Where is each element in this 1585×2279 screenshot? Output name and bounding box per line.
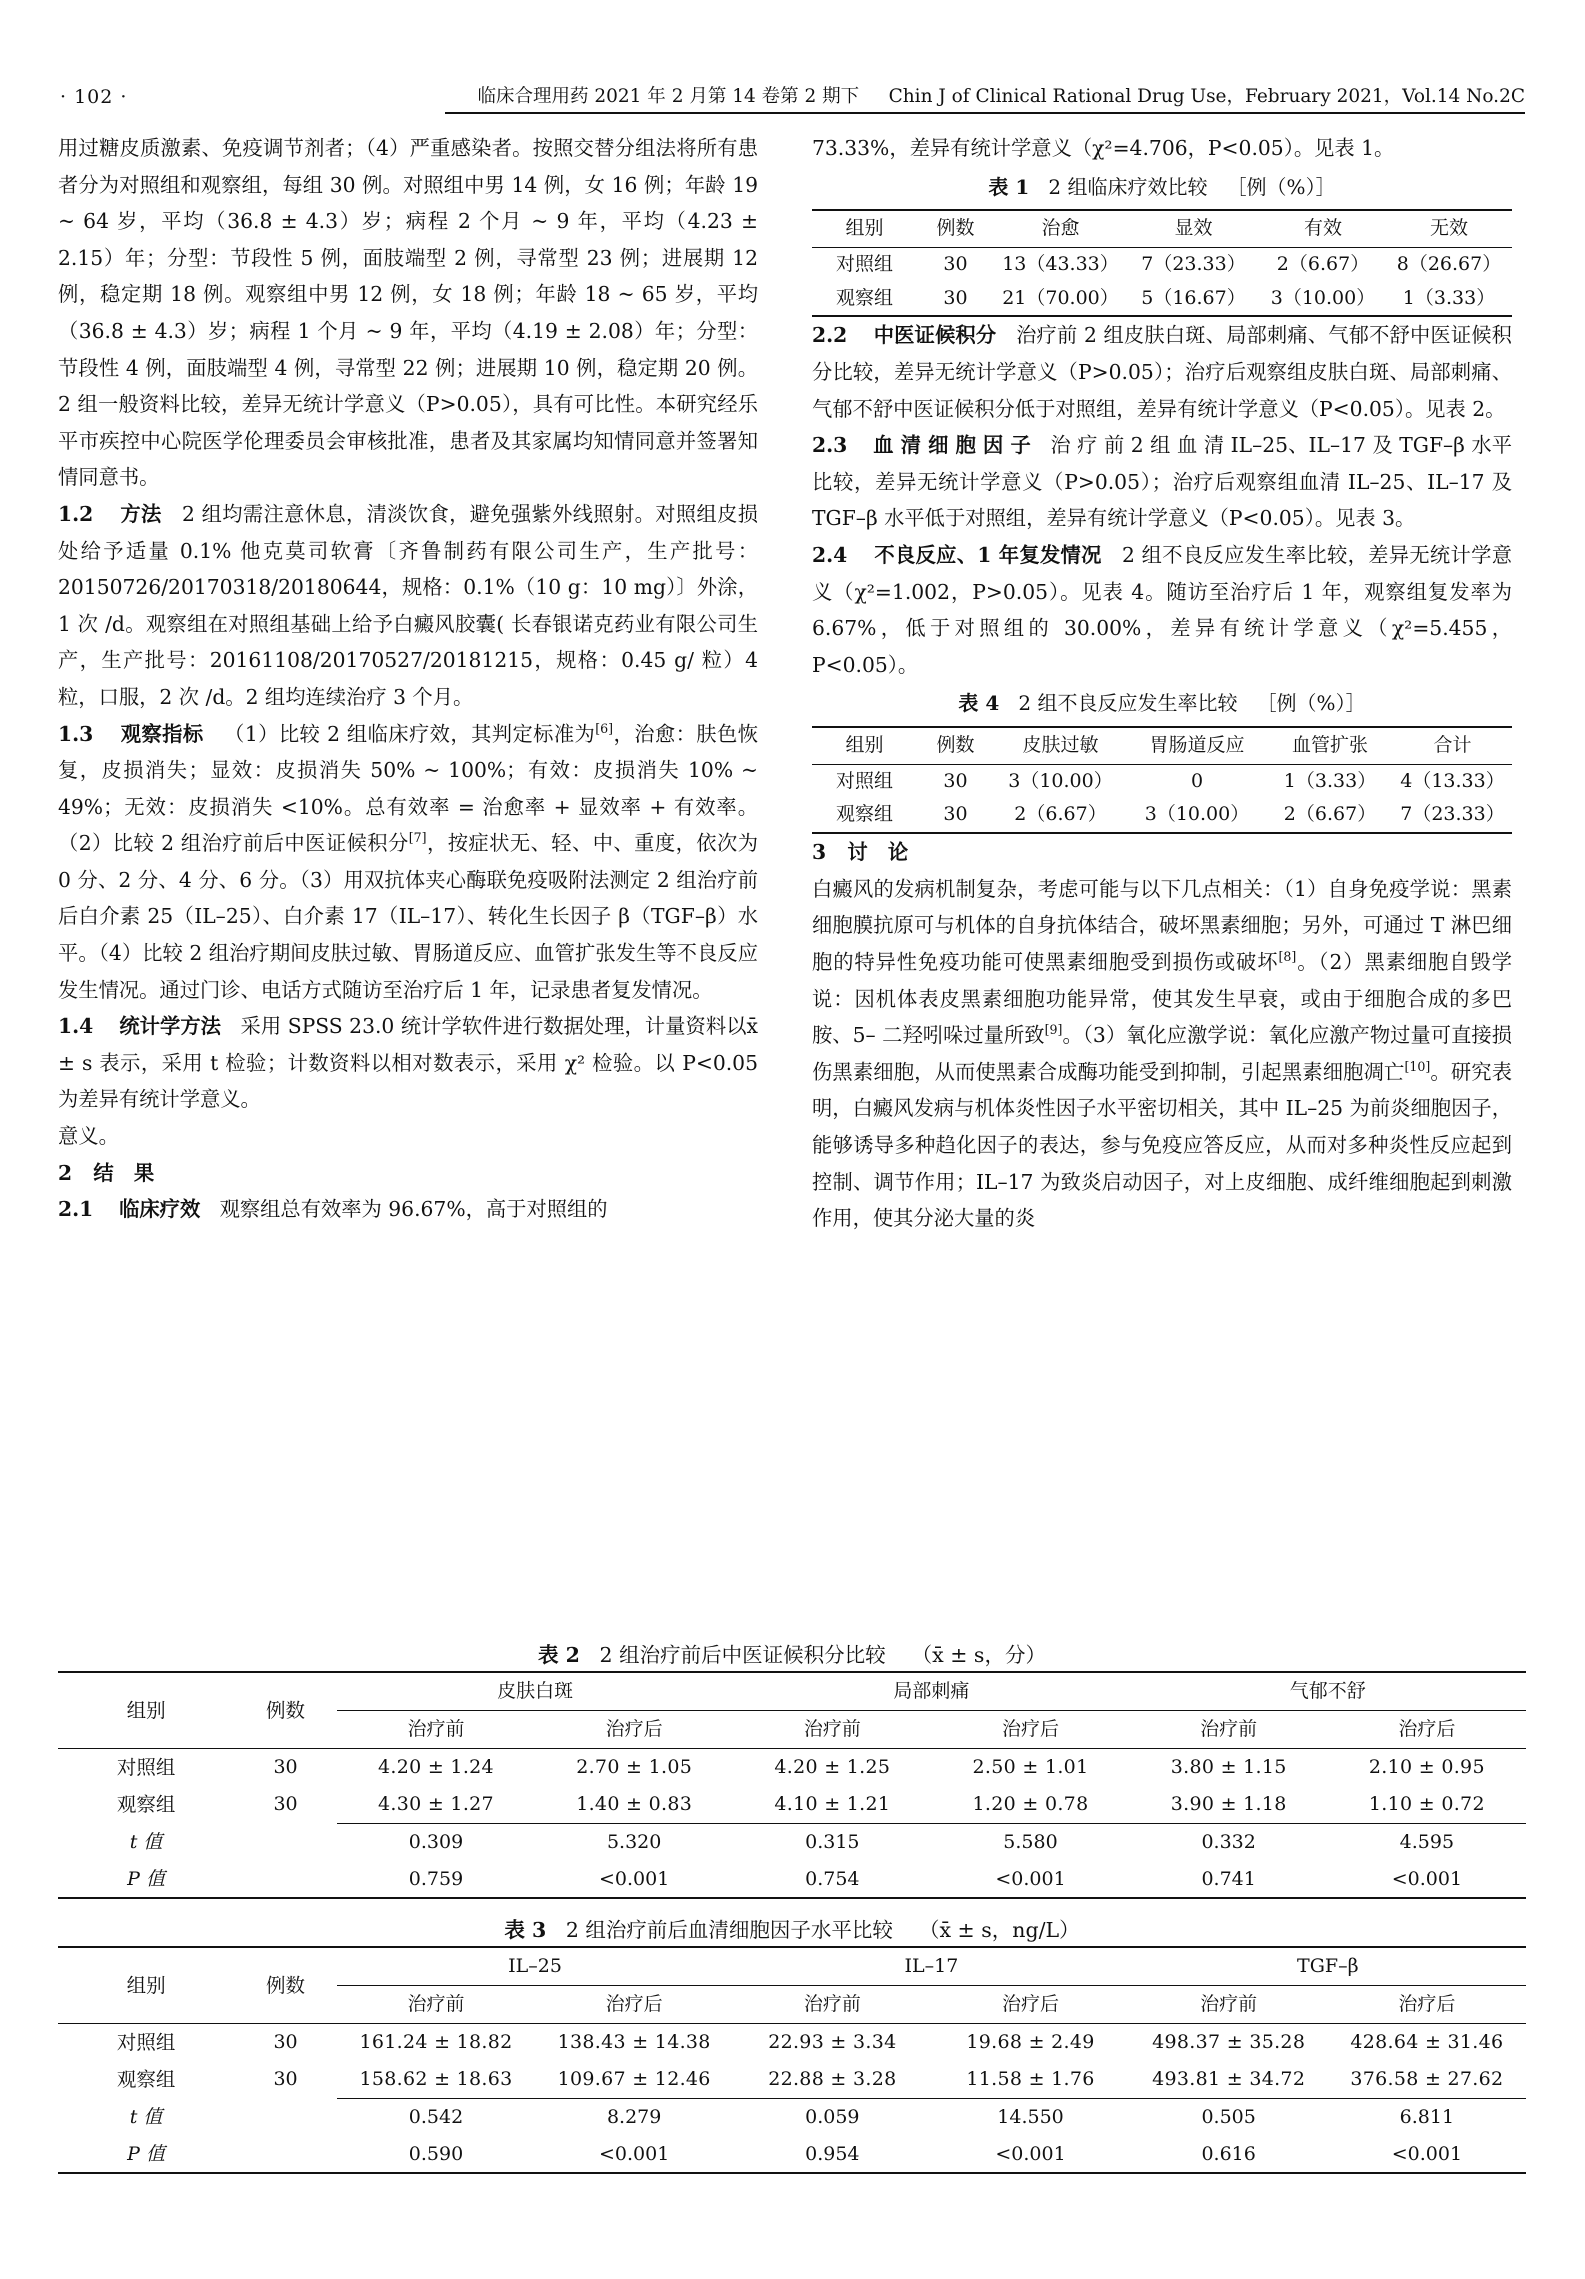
section-1-3-body-c: ，按症状无、轻、中、重度，依次为 0 分、2 分、4 分、6 分。（3）用双抗体夹心酶联免疫吸附法测定 2 组治疗前后白介素 25（IL–25）、白介素 17（IL–17）、转化生长因子 β（TGF–β）水平。（4）比较 2 组治疗期间皮肤过敏、胃肠道反应、血管扩张发生等不良反应发生情况。通过门诊、电话方式随访至治疗后 1 年，记录患者复发情况。 [58,831,758,1002]
table3-t-v5: 6.811 [1328,2098,1526,2135]
table2-p-label: P 值 [127,1867,165,1890]
journal-title-en: Chin J of Clinical Rational Drug Use，February 2021，Vol.14 No.2C [888,86,1525,107]
table2-t-n [234,1823,337,1860]
table2-group-qi-stagnation: 气郁不舒 [1130,1672,1526,1710]
table1-col-group: 组别 [845,217,884,240]
table2-p-v3: <0.001 [995,1867,1066,1890]
section-1-2-body: 2 组均需注意休息，清淡饮食，避免强紫外线照射。对照组皮损处给予适量 0.1% 他克莫司软膏〔齐鲁制药有限公司生产，生产批号：20150726/20170318/20180644，规格：0.1%（10 g：10 mg）〕外涂，1 次 /d。观察组在对照组基础上给予白癜风胶囊( 长春银诺克药业有限公司生产，生产批号：20161108/20170527/20181215，规格：0.45 g/ 粒）4 粒，口服，2 次 /d。2 组均连续治疗 3 个月。 [58,501,758,709]
section-2-1 [58,1191,758,1228]
section-2-1-title: 临床疗效 [119,1197,201,1222]
table2-r1-label: 观察组 [116,1792,176,1816]
table4-r1-c2: 2（6.67） [1014,803,1107,826]
section-2-heading [58,1155,758,1192]
section-2-number: 2 [58,1160,73,1185]
table3-r1-v1: 109.67 ± 12.46 [557,2068,711,2091]
table3-t-label: t 值 [129,2105,163,2128]
table4-col-n: 例数 [936,733,975,756]
table3-group-tgfb: TGF–β [1130,1947,1526,1985]
section-2-title: 结 果 [93,1160,155,1185]
table2-r0-label: 对照组 [116,1755,176,1779]
table3-p-v2: 0.954 [805,2142,860,2165]
table3-p-label: P 值 [127,2142,165,2165]
page-folio: · 102 · [60,86,128,108]
section-2-4-title: 不良反应、1 年复发情况 [874,543,1102,567]
table-row [58,1861,1526,1899]
table1-r1-c2: 21（70.00） [1002,286,1119,309]
table3-t-n [234,2098,337,2135]
table2-t-v4: 0.332 [1130,1823,1328,1860]
table-row [812,798,1512,833]
table3-t-v3: 14.550 [931,2098,1129,2135]
table1-col-effective: 有效 [1303,217,1342,240]
section-2-1-number: 2.1 [58,1197,94,1222]
table2-sub-after-2: 治疗后 [1002,1717,1060,1740]
section-2-3-body: 治 疗 前 2 组 血 清 IL–25、IL–17 及 TGF–β 水平比较，差异无统计学意义（P>0.05）；治疗后观察组血清 IL–25、IL–17 及 TGF–β 水平低于对照组，差异有统计学意义（P<0.05）。见表 3。 [812,433,1512,531]
table2-r0-v3: 2.50 ± 1.01 [972,1755,1089,1778]
paragraph-methods-continued: 用过糖皮质激素、免疫调节剂者；（4）严重感染者。按照交替分组法将所有患者分为对照组和观察组，每组 30 例。对照组中男 14 例，女 16 例；年龄 19 ~ 64 岁，平均（36.8 ± 4.3）岁；病程 2 个月 ~ 9 年，平均（4.23 ± 2.15）年；分型：节段性 5 例，面肢端型 2 例，寻常型 23 例；进展期 12 例，稳定期 18 例。观察组中男 12 例，女 18 例；年龄 18 ~ 65 岁，平均（36.8 ± 4.3）岁；病程 1 个月 ~ 9 年，平均（4.19 ± 2.08）年；分型：节段性 4 例，面肢端型 4 例，寻常型 22 例；进展期 10 例，稳定期 20 例。2 组一般资料比较，差异无统计学意义（P>0.05），具有可比性。本研究经乐平市疾控中心院医学伦理委员会审核批准，患者及其家属均知情同意并签署知情同意书。 [58,136,758,490]
table2-r1-v3: 1.20 ± 0.78 [972,1793,1089,1816]
table1-r1-c0: 观察组 [835,286,893,309]
section-1-2-number: 1.2 [58,501,94,526]
table4-r0-c2: 3（10.00） [1008,769,1113,792]
section-1-4-body: 采用 SPSS 23.0 统计学软件进行数据处理，计量资料以x̄ ± s 表示，采用 t 检验；计数资料以相对数表示，采用 χ² 检验。以 P<0.05 为差异有统计学意义。 [58,1014,758,1112]
table2-header-row-1 [58,1672,1526,1710]
table2-r0-v0: 4.20 ± 1.24 [378,1755,494,1778]
table-row [58,2136,1526,2174]
table3 [58,1946,1526,2174]
table1-r0-c0: 对照组 [835,252,893,275]
table1-r0-c4: 2（6.67） [1276,252,1370,275]
table3-t-v4: 0.505 [1130,2098,1328,2135]
table-row [58,1786,1526,1823]
journal-citation-line [420,82,1525,110]
section-3-heading [812,834,1512,871]
table4-r1-c3: 3（10.00） [1144,803,1250,826]
table2-r1-v2: 4.10 ± 1.21 [774,1793,891,1816]
reference-marker-10: [10] [1404,1059,1431,1075]
table2-caption-title: 2 组治疗前后中医证候积分比较 [599,1643,886,1667]
section-1-4-number: 1.4 [58,1014,94,1039]
table3-r0-v4: 498.37 ± 35.28 [1152,2030,1306,2053]
table1-r0-c3: 7（23.33） [1141,252,1246,275]
table4 [812,726,1512,834]
table3-p-n [234,2136,337,2174]
section-3-body-a: 白癜风的发病机制复杂，考虑可能与以下几点相关：（1）自身免疫学说：黑素细胞膜抗原可与机体的自身抗体结合，破坏黑素细胞；另外，可通过 T 淋巴细胞的特异性免疫功能可使黑素细胞受到损伤或破坏 [812,876,1512,974]
table2-r1-v4: 3.90 ± 1.18 [1170,1793,1287,1816]
section-1-3-number: 1.3 [58,721,94,746]
table-row [812,247,1512,281]
table2-t-v3: 5.580 [931,1823,1129,1860]
table4-r1-c4: 2（6.67） [1283,803,1377,826]
table2-p-v2: 0.754 [805,1867,860,1890]
section-1-4-title: 统计学方法 [119,1014,221,1039]
table4-col-gi-reaction: 胃肠道反应 [1149,733,1245,756]
table-row [58,1748,1526,1786]
section-2-3-title: 血 清 细 胞 因 子 [873,433,1031,458]
reference-marker-9: [9] [1044,1022,1063,1038]
section-3-body-b: 。（2）黑素细胞自毁学说：因机体表皮黑素细胞功能异常，使其发生早衰，或由于细胞合成的多巴胺、5– 二羟吲哚过量所致 [812,950,1512,1048]
table3-r0-v1: 138.43 ± 14.38 [557,2030,711,2053]
table3-r1-label: 观察组 [116,2067,176,2091]
table4-r0-c5: 4（13.33） [1400,769,1505,792]
table2-caption-number: 表 2 [538,1643,580,1667]
table-row [58,1823,1526,1860]
table1-r1-c3: 5（16.67） [1141,286,1246,309]
table-row [58,2023,1526,2061]
table2-caption [58,1638,1526,1668]
table4-caption-title: 2 组不良反应发生率比较 [1018,691,1238,716]
table2-p-v1: <0.001 [599,1867,670,1890]
table3-r1-n: 30 [273,2068,298,2091]
table4-col-vasodilation: 血管扩张 [1291,733,1368,756]
table1-col-marked: 显效 [1174,217,1213,240]
table2-t-v5: 4.595 [1328,1823,1526,1860]
table1-col-ineffective: 无效 [1429,217,1468,240]
table3-t-v1: 8.279 [535,2098,733,2135]
table3-r0-v0: 161.24 ± 18.82 [359,2030,513,2053]
table2-r1-n: 30 [273,1793,298,1816]
section-2-4 [812,537,1512,683]
table2-r0-v1: 2.70 ± 1.05 [576,1755,693,1778]
table4-r1-c5: 7（23.33） [1400,803,1505,826]
table1 [812,209,1512,317]
running-head [60,76,1525,110]
table3-r0-v2: 22.93 ± 3.34 [768,2030,897,2053]
table3-sub-before-1: 治疗前 [407,1992,465,2015]
section-2-2 [812,317,1512,427]
table2-r1-v0: 4.30 ± 1.27 [378,1793,494,1816]
table3-caption [58,1913,1526,1943]
section-1-4-trailer: 意义。 [58,1124,119,1149]
table2-sub-after-3: 治疗后 [1398,1717,1456,1740]
table2-t-v0: 0.309 [337,1823,535,1860]
table2-sub-after-1: 治疗后 [605,1717,663,1740]
table3-r1-v0: 158.62 ± 18.63 [359,2068,513,2091]
table2-r0-v2: 4.20 ± 1.25 [774,1755,891,1778]
table2-group-local-pain: 局部刺痛 [733,1672,1129,1710]
section-2-2-title: 中医证候积分 [873,323,997,348]
table3-p-v0: 0.590 [408,2142,464,2165]
table3-sub-before-2: 治疗前 [803,1992,861,2015]
table2-caption-unit: （x̄ ± s，分） [911,1643,1046,1667]
table1-r0-c1: 30 [943,252,968,275]
table2-group-skin-leukoderma: 皮肤白斑 [337,1672,733,1710]
table4-col-total: 合计 [1433,733,1472,756]
table2-r0-v4: 3.80 ± 1.15 [1170,1755,1287,1778]
table2-t-label: t 值 [129,1830,163,1853]
table4-r0-c4: 1（3.33） [1283,769,1377,792]
table2-col-n: 例数 [266,1698,306,1722]
section-3-body [812,871,1512,1237]
section-3-body-d: 。研究表明，白癜风发病与机体炎性因子水平密切相关，其中 IL–25 为前炎细胞因子，能够诱导多种趋化因子的表达，参与免疫应答反应，从而对多种炎性反应起到控制、调节作用；IL–17 为致炎启动因子，对上皮细胞、成纤维细胞起到刺激作用，使其分泌大量的炎 [812,1059,1512,1231]
table3-r0-v5: 428.64 ± 31.46 [1350,2030,1504,2053]
table3-r1-v4: 493.81 ± 34.72 [1152,2068,1306,2091]
section-2-1-body: 观察组总有效率为 96.67%，高于对照组的 [219,1197,608,1222]
table2-r1-v1: 1.40 ± 0.83 [576,1793,693,1816]
table3-caption-title: 2 组治疗前后血清细胞因子水平比较 [565,1918,893,1942]
right-column [812,130,1512,1237]
table2-p-n [234,1861,337,1899]
table3-sub-before-3: 治疗前 [1200,1992,1258,2015]
table1-r1-c4: 3（10.00） [1270,286,1376,309]
table3-p-v5: <0.001 [1391,2142,1463,2165]
table3-p-v4: 0.616 [1201,2142,1256,2165]
section-1-4 [58,1008,758,1118]
table-row [812,764,1512,798]
table4-col-skin-allergy: 皮肤过敏 [1022,733,1099,756]
table1-r0-c5: 8（26.67） [1396,252,1502,275]
table3-col-group: 组别 [126,1973,166,1997]
table-row [58,2098,1526,2135]
table3-caption-number: 表 3 [504,1918,547,1942]
reference-marker-7: [7] [408,830,427,846]
table2-t-v2: 0.315 [733,1823,931,1860]
section-2-2-body: 治疗前 2 组皮肤白斑、局部刺痛、气郁不舒中医证候积分比较，差异无统计学意义（P>0.05）；治疗后观察组皮肤白斑、局部刺痛、气郁不舒中医证候积分低于对照组，差异有统计学意义（P<0.05）。见表 2。 [812,323,1512,421]
table1-caption-unit: ［例（%）］ [1226,174,1336,199]
table2-block [58,1638,1526,1899]
table2-r1-v5: 1.10 ± 0.72 [1368,1793,1485,1816]
table1-header-row [812,210,1512,247]
table2-r0-v5: 2.10 ± 0.95 [1368,1755,1485,1778]
table1-col-n: 例数 [936,217,975,240]
table3-sub-after-1: 治疗后 [605,1992,663,2015]
table1-r1-c5: 1（3.33） [1402,286,1496,309]
table3-p-v1: <0.001 [599,2142,670,2165]
table3-sub-after-3: 治疗后 [1398,1992,1456,2015]
section-3-title: 讨 论 [847,840,909,865]
table3-t-v0: 0.542 [337,2098,535,2135]
section-2-3-number: 2.3 [812,433,848,458]
table-row [58,2061,1526,2098]
table-row [812,282,1512,317]
table4-r0-c1: 30 [943,769,968,792]
section-1-2 [58,496,758,716]
table3-group-il25: IL–25 [337,1947,733,1985]
section-1-3-body-a: （1）比较 2 组临床疗效，其判定标准为 [224,721,596,746]
section-1-3 [58,716,758,1009]
table1-r0-c2: 13（43.33） [1002,252,1119,275]
table3-r0-label: 对照组 [116,2030,176,2054]
running-head-rule [445,112,1525,114]
table4-col-group: 组别 [845,733,884,756]
journal-title-cn: 临床合理用药 2021 年 2 月第 14 卷第 2 期下 [477,86,860,107]
table4-r1-c0: 观察组 [835,803,893,826]
table3-group-il17: IL–17 [733,1947,1129,1985]
table1-r1-c1: 30 [943,286,968,309]
table4-r0-c0: 对照组 [835,769,893,792]
table2 [58,1671,1526,1899]
section-2-2-number: 2.2 [812,323,848,348]
section-2-4-body: 2 组不良反应发生率比较，差异无统计学意义（χ²=1.002，P>0.05）。见表 4。随访至治疗后 1 年，观察组复发率为 6.67%，低于对照组的 30.00%，差异有统计学意义（χ²=5.455，P<0.05）。 [812,543,1512,677]
reference-marker-6: [6] [595,720,614,736]
table3-r0-n: 30 [273,2030,298,2053]
table2-r0-n: 30 [273,1755,298,1778]
table3-r1-v5: 376.58 ± 27.62 [1350,2068,1504,2091]
table1-caption-number: 表 1 [988,174,1030,199]
table4-r1-c1: 30 [943,803,968,826]
section-2-4-number: 2.4 [812,543,848,567]
section-1-2-title: 方法 [120,501,162,526]
table2-col-group: 组别 [126,1698,166,1722]
table2-sub-before-1: 治疗前 [407,1717,465,1740]
section-3-number: 3 [812,840,827,865]
table2-p-v4: 0.741 [1201,1867,1256,1890]
table3-r0-v3: 19.68 ± 2.49 [966,2030,1095,2053]
table1-caption [812,169,1512,206]
table4-r0-c3: 0 [1190,769,1204,792]
table2-sub-before-3: 治疗前 [1200,1717,1258,1740]
table3-col-n: 例数 [266,1973,306,1997]
section-2-3 [812,427,1512,537]
table3-p-v3: <0.001 [995,2142,1066,2165]
table3-r1-v2: 22.88 ± 3.28 [768,2068,897,2091]
section-3-body-c: 。（3）氧化应激学说：氧化应激产物过量可直接损伤黑素细胞，从而使黑素合成酶功能受到抑制，引起黑素细胞凋亡 [812,1023,1512,1084]
section-2-1-continued: 73.33%，差异有统计学意义（χ²=4.706，P<0.05）。见表 1。 [812,136,1395,160]
table3-header-row-1 [58,1947,1526,1985]
table3-block [58,1913,1526,2174]
table4-caption-unit: ［例（%）］ [1256,691,1366,716]
table1-col-cured: 治愈 [1041,217,1080,240]
table2-t-v1: 5.320 [535,1823,733,1860]
reference-marker-8: [8] [1278,949,1297,965]
table3-t-v2: 0.059 [733,2098,931,2135]
section-1-3-title: 观察指标 [120,721,204,746]
table2-sub-before-2: 治疗前 [803,1717,861,1740]
table3-caption-unit: （x̄ ± s，ng/L） [918,1918,1080,1942]
table3-sub-after-2: 治疗后 [1002,1992,1060,2015]
table2-p-v5: <0.001 [1391,1867,1463,1890]
section-1-3-body-b: ，治愈：肤色恢复，皮损消失；显效：皮损消失 50% ~ 100%；有效：皮损消失 10% ~ 49%；无效：皮损消失 <10%。总有效率 = 治愈率 + 显效率 + 有效率。（2）比较 2 组治疗前后中医证候积分 [58,721,758,856]
table4-caption [812,685,1512,722]
left-column [58,130,758,1228]
table4-header-row [812,727,1512,764]
table3-r1-v3: 11.58 ± 1.76 [966,2068,1095,2091]
table1-caption-title: 2 组临床疗效比较 [1048,174,1208,199]
table2-p-v0: 0.759 [408,1867,464,1890]
table4-caption-number: 表 4 [958,691,1000,716]
